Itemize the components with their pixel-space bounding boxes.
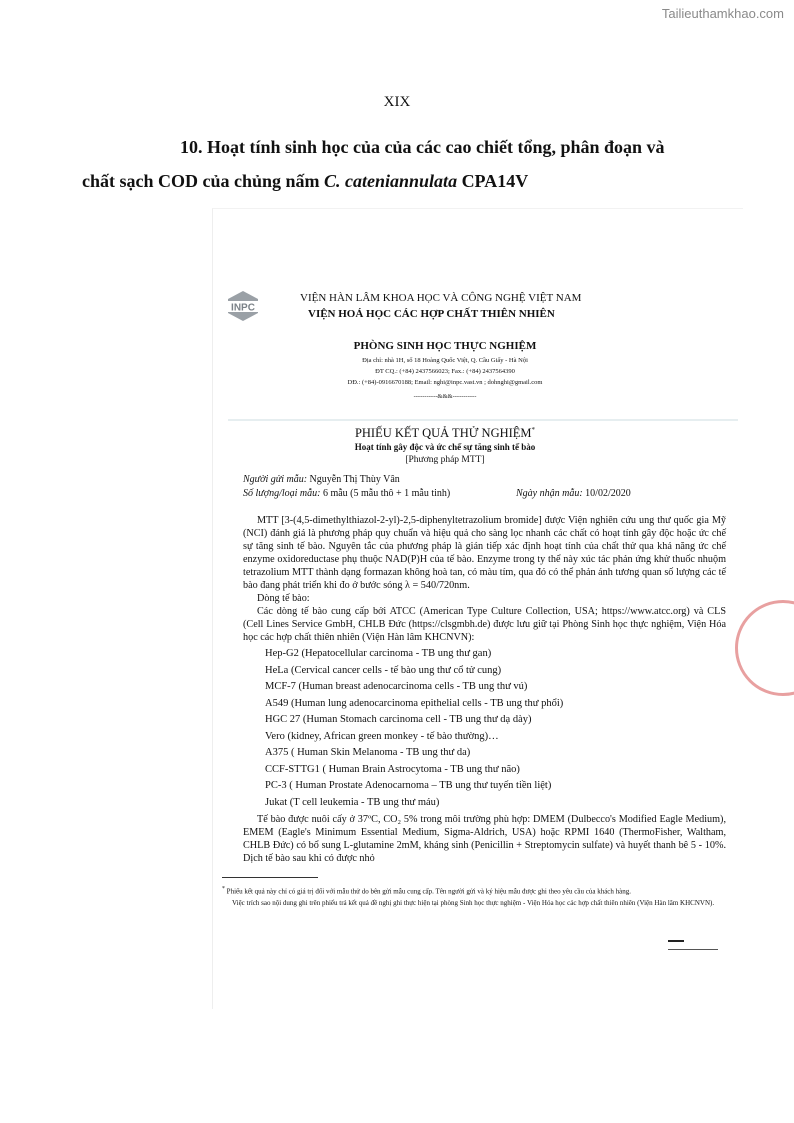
academy-name: VIỆN HÀN LÂM KHOA HỌC VÀ CÔNG NGHỆ VIỆT NAM [300,292,582,304]
sender-line: Người gửi mẫu: Nguyễn Thị Thùy Vân [243,474,400,485]
report-body [222,514,726,909]
scan-mark [668,940,684,942]
report-title: PHIẾU KẾT QUẢ THỬ NGHIỆM* [354,426,536,441]
heading-text: chất sạch COD của chủng nấm [82,171,325,191]
list-item: Jukat (T cell leukemia - TB ung thư máu) [265,796,440,808]
list-item: HGC 27 (Human Stomach carcinoma cell - TB ung thư dạ dày) [265,714,532,725]
inpc-logo [226,289,260,323]
list-item: HeLa (Cervical cancer cells - tế bào ung thư cổ tử cung) [265,664,502,676]
list-item: Hep-G2 (Hepatocellular carcinoma - TB ung thư gan) [265,648,492,659]
divider: -----------&&&----------- [413,393,477,400]
heading-line-2 [82,164,722,198]
footnote-2: Việc trích sao nội dung ghi trên phiếu trả kết quả đề nghị ghi thực hiện tại phòng Sinh học thực nghiệm - Viện Hóa học các hợp chất thiên nhiên (Viện Hàn lâm KHCNVN). [232,899,715,908]
samples-line: Số lượng/loại mẫu: 6 mẫu (5 mẫu thô + 1 mẫu tinh) [243,488,451,499]
footnotes [222,883,722,909]
scan-mark-line [668,949,718,950]
mtt-paragraph: MTT [3-(4,5-dimethylthiazol-2-yl)-2,5-diphenyltetrazolium bromide] được Viện nghiên cứu ung thư quốc gia Mỹ (NCI) đánh giá là phương pháp quy chuẩn và hiệu quả cho sàng lọc nhanh các chất có hoạt tính gây độc hoặc ức chế sự tăng sinh tế bào. Nguyên tắc của phương pháp là gián tiếp xác định hoạt tính của chất thử qua khả năng ức chế enzyme oxidoreductase phụ thuộc NAD(P)H của tế bào. Enzyme trong ty thể này xúc tác phản ứng khử thuốc nhuộm tetrazolium MTT thành dạng formazan không hoà tan, có màu tím, qua đó có thể phản ánh tương quan số lượng các tế bào đang phát triển khi đo ở bước sóng λ = 540/720nm. [243,515,726,591]
list-item: PC-3 ( Human Prostate Adenocarnoma – TB ung thư tuyến tiền liệt) [265,780,552,791]
section-heading [82,130,722,198]
report-subtitle: Hoạt tính gây độc và ức chế sự tăng sinh tế bào [354,442,536,452]
heading-line-1: 10. Hoạt tính sinh học của của các cao chiết tổng, phân đoạn và [180,137,665,157]
atcc-link[interactable]: https://www.atcc.org [601,606,687,617]
list-item: A375 ( Human Skin Melanoma - TB ung thư da) [265,747,471,758]
list-item: A549 (Human lung adenocarcinoma epithelial cells - TB ung thư phổi) [265,697,564,709]
contact: DĐ.: (+84)-0916670188; Email: nghi@inpc.vast.vn ; dohnghi@gmail.com [347,379,543,386]
institute-name: VIỆN HOÁ HỌC CÁC HỢP CHẤT THIÊN NHIÊN [308,308,555,320]
cell-lines-label: Dòng tế bào: [257,593,310,604]
cell-source-paragraph: Các dòng tế bào cung cấp bởi ATCC (American Type Culture Collection, USA; https://www.atcc.org) và CLS (Cell Lines Service GmbH, CHLB Đức (https://clsgmbh.de) được lưu giữ tại Phòng Sinh học thực nghiệm, Viện Hóa học các hợp chất thiên nhiên (Viện Hàn lâm KHCNVN): [243,606,726,643]
cell-line-list [243,646,726,811]
red-stamp [735,600,794,696]
scan-divider [228,419,738,421]
list-item: CCF-STTG1 ( Human Brain Astrocytoma - TB ung thư não) [265,763,520,775]
cls-link[interactable]: https://clsgmbh.de [412,619,487,630]
footnote-1: * Phiếu kết quả này chỉ có giá trị đối với mẫu thử do bên gửi mẫu cung cấp. Tên người gửi và ký hiệu mẫu được ghi theo yêu cầu của khách hàng. [222,886,632,896]
page-number: XIX [383,94,411,110]
address: Địa chỉ: nhà 1H, số 18 Hoàng Quốc Việt, Q. Cầu Giấy - Hà Nội [362,357,528,364]
lab-name: PHÒNG SINH HỌC THỰC NGHIỆM [353,340,537,352]
body-text [243,514,726,644]
date-line: Ngày nhận mẫu: 10/02/2020 [516,488,631,499]
watermark: Tailieuthamkhao.com [661,6,784,21]
footnote-rule [222,877,318,878]
list-item: Vero (kidney, African green monkey - tế bào thường)… [265,730,499,742]
svg-text:INPC: INPC [231,302,255,314]
list-item: MCF-7 (Human breast adenocarcinoma cells - TB ung thư vú) [265,681,528,692]
phone-fax: ĐT CQ.: (+84) 2437566023; Fax.: (+84) 2437564390 [375,368,515,375]
method: [Phương pháp MTT] [405,455,485,465]
species-name: C. cateniannulata [324,171,458,191]
strain-code: CPA14V [457,171,529,191]
culture-paragraph: Tế bào được nuôi cấy ở 37ºC, CO₂ 5% trong môi trường phù hợp: DMEM (Dulbecco's Modified Eagle Medium), EMEM (Eagle's Minimum Essential Medium, Sigma-Aldrich, USA) hoặc RPMI 1640 (ThermoFisher, Waltham, CHLB Đức) có bổ sung L-glutamine 2mM, kháng sinh (Penicillin + Streptomycin sulfate) và huyết thanh bê 5 - 10%. Dịch tế bào sau khi có được nhỏ [243,814,726,864]
